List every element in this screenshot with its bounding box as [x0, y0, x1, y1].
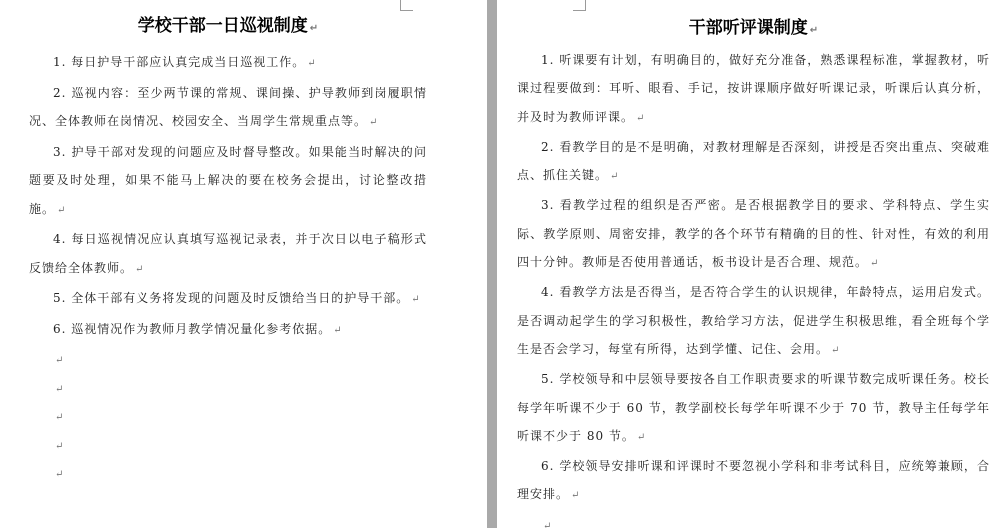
right-paragraph: 6. 学校领导安排听课和评课时不要忽视小学科和非考试科目，应统筹兼顾，合理安排。 ↵	[517, 459, 990, 502]
paragraph-mark-icon: ↵	[610, 171, 620, 183]
paragraph-mark-icon: ↵	[571, 490, 581, 502]
margin-corner-mark	[400, 0, 413, 11]
paragraph-mark-icon: ↵	[55, 412, 65, 423]
empty-paragraph	[29, 431, 427, 460]
empty-paragraph	[29, 374, 427, 403]
right-paragraph: 1. 听课要有计划，有明确目的，做好充分准备，熟悉课程标准，掌握教材，听课过程要做到：耳听、眼看、手记，按讲课顺序做好听课记录，听课后认真分析，并及时为教师评课。 ↵	[517, 53, 990, 124]
left-paragraph: 6. 巡视情况作为教师月教学情况量化参考依据。 ↵	[53, 321, 343, 336]
left-document-page	[0, 0, 487, 528]
paragraph-mark-icon: ↵	[543, 520, 553, 528]
left-page-title: 学校干部一日巡视制度 ↵	[137, 16, 319, 36]
left-paragraph: 4. 每日巡视情况应认真填写巡视记录表，并于次日以电子稿形式反馈给全体教师。 ↵	[29, 232, 427, 275]
right-paragraph: 3. 看教学过程的组织是否严密。是否根据教学目的要求、学科特点、学生实际、教学原则、周密安排，教学的各个环节有精确的目的性、针对性，有效的利用四十分钟。教师是否使用普通话，板书设计是否合理、规范。 ↵	[517, 198, 990, 270]
left-paragraph: 3. 护导干部对发现的问题应及时督导整改。如果能当时解决的问题要及时处理，如果不能马上解决的要在校务会提出，讨论整改措施。 ↵	[29, 144, 427, 216]
paragraph-mark-icon: ↵	[636, 431, 647, 443]
paragraph-mark-icon: ↵	[135, 263, 145, 275]
paragraph-mark-icon: ↵	[57, 204, 67, 216]
left-paragraph: 1. 每日护导干部应认真完成当日巡视工作。 ↵	[53, 55, 317, 69]
empty-paragraph	[29, 402, 427, 431]
paragraph-mark-icon: ↵	[369, 117, 379, 128]
empty-paragraphs	[29, 345, 427, 488]
left-paragraph: 2. 巡视内容：至少两节课的常规、课间操、护导教师到岗履职情况、全体教师在岗情况、校园安全、当周学生常规重点等。 ↵	[29, 85, 427, 128]
empty-paragraphs	[517, 511, 990, 528]
empty-paragraph	[517, 511, 990, 528]
right-document-page	[497, 0, 1000, 528]
right-paragraph: 4. 看教学方法是否得当，是否符合学生的认识规律，年龄特点，运用启发式。是否调动起学生的学习积极性，教给学习方法，促进学生积极思维，看全班每个学生是否会学习，每堂有所得，达到学懂、记住、会用。 ↵	[517, 285, 990, 356]
empty-paragraph	[29, 459, 427, 488]
paragraph-mark-icon: ↵	[831, 344, 841, 356]
paragraph-mark-icon: ↵	[809, 25, 819, 36]
paragraph-mark-icon: ↵	[55, 355, 65, 366]
right-paragraph: 5. 学校领导和中层领导要按各自工作职责要求的听课节数完成听课任务。校长每学年听课不少于 60 节，教学副校长每学年听课不少于 70 节，教导主任每学年听课不少于 80 节。 ↵	[517, 372, 990, 443]
paragraph-mark-icon: ↵	[636, 112, 646, 124]
right-page-title: 干部听评课制度 ↵	[688, 18, 819, 38]
paragraph-mark-icon: ↵	[333, 324, 343, 336]
paragraph-mark-icon: ↵	[55, 383, 65, 395]
empty-paragraph	[29, 345, 427, 374]
paragraph-mark-icon: ↵	[870, 258, 880, 270]
right-paragraph: 2. 看教学目的是不是明确，对教材理解是否深刻，讲授是否突出重点、突破难点、抓住关键。 ↵	[517, 139, 990, 183]
paragraph-mark-icon: ↵	[411, 294, 421, 305]
paragraph-mark-icon: ↵	[55, 469, 65, 480]
left-paragraph: 5. 全体干部有义务将发现的问题及时反馈给当日的护导干部。 ↵	[53, 291, 421, 305]
paragraph-mark-icon: ↵	[309, 23, 319, 34]
margin-corner-mark	[573, 0, 586, 11]
paragraph-mark-icon: ↵	[307, 58, 317, 69]
paragraph-mark-icon: ↵	[55, 440, 65, 452]
